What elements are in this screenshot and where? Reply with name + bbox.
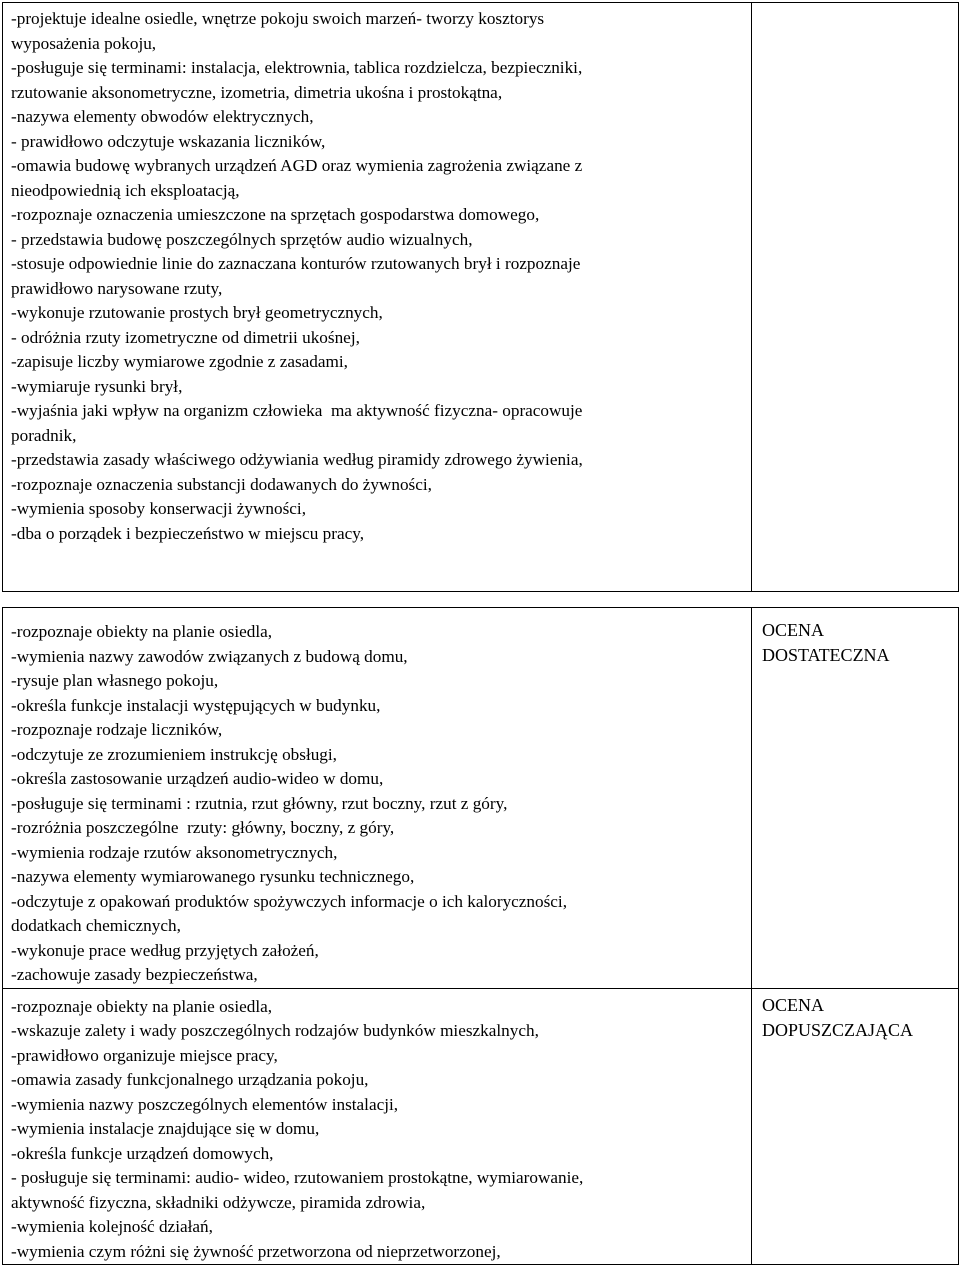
requirements-list-dostateczna — [3, 608, 751, 988]
grade-cell — [752, 608, 959, 989]
requirements-cell — [3, 988, 752, 1265]
grade-label-line: OCENA — [762, 994, 824, 1015]
list-item: nieodpowiednią ich eksploatacją, — [11, 180, 240, 200]
list-item: -zapisuje liczby wymiarowe zgodnie z zasadami, — [11, 352, 348, 371]
list-item: -rozpoznaje obiekty na planie osiedla, — [11, 622, 273, 641]
list-item: -wymienia sposoby konserwacji żywności, — [11, 499, 306, 518]
grade-label-dostateczna — [752, 608, 958, 668]
list-item: wyposażenia pokoju, — [11, 33, 157, 53]
list-item: -rozpoznaje oznaczenia umieszczone na sprzętach gospodarstwa domowego, — [11, 205, 540, 224]
list-item: -posługuje się terminami : rzutnia, rzut główny, rzut boczny, rzut z góry, — [11, 793, 508, 813]
grade-label-dopuszczajaca — [752, 989, 958, 1043]
list-item: -rozpoznaje obiekty na planie osiedla, — [11, 996, 273, 1016]
list-item: prawidłowo narysowane rzuty, — [11, 278, 223, 298]
list-item: -wykonuje rzutowanie prostych brył geometrycznych, — [11, 303, 383, 322]
list-item: -określa funkcje urządzeń domowych, — [11, 1143, 274, 1163]
list-item: -określa funkcje instalacji występujących w budynku, — [11, 695, 381, 715]
table-row — [3, 608, 959, 989]
list-item: -wskazuje zalety i wady poszczególnych rodzajów budynków mieszkalnych, — [11, 1021, 539, 1040]
list-item: -wymienia rodzaje rzutów aksonometrycznych, — [11, 842, 338, 862]
list-item: -wymienia instalacje znajdujące się w domu, — [11, 1119, 320, 1138]
list-item: -wymiaruje rysunki brył, — [11, 376, 183, 396]
table-row — [3, 3, 959, 592]
requirements-list-dopuszczajaca — [3, 989, 751, 1265]
list-item: -posługuje się terminami: instalacja, elektrownia, tablica rozdzielcza, bezpieczniki, — [11, 58, 583, 77]
requirements-table-bottom — [2, 607, 959, 1265]
list-item: -nazywa elementy wymiarowanego rysunku technicznego, — [11, 867, 415, 886]
grade-cell — [752, 988, 959, 1265]
list-item: - posługuje się terminami: audio- wideo, rzutowaniem prostokątne, wymiarowanie, — [11, 1168, 584, 1187]
list-item: -rozróżnia poszczególne rzuty: główny, boczny, z góry, — [11, 818, 395, 837]
grade-label-name: DOSTATECZNA — [762, 645, 890, 665]
list-item: -zachowuje zasady bezpieczeństwa, — [11, 965, 258, 984]
list-item: -nazywa elementy obwodów elektrycznych, — [11, 107, 314, 126]
list-item: -określa zastosowanie urządzeń audio-wideo w domu, — [11, 769, 384, 788]
table-row — [3, 988, 959, 1265]
list-item: - prawidłowo odczytuje wskazania liczników, — [11, 131, 326, 151]
list-item: -przedstawia zasady właściwego odżywiania według piramidy zdrowego żywienia, — [11, 450, 583, 469]
list-item: -odczytuje z opakowań produktów spożywczych informacje o ich kaloryczności, — [11, 891, 568, 911]
list-item: -wyjaśnia jaki wpływ na organizm człowieka ma aktywność fizyczna- opracowuje — [11, 401, 583, 420]
list-item: - przedstawia budowę poszczególnych sprzętów audio wizualnych, — [11, 229, 473, 249]
list-item: rzutowanie aksonometryczne, izometria, dimetria ukośna i prostokątna, — [11, 82, 503, 102]
grade-cell — [752, 3, 959, 592]
list-item: -projektuje idealne osiedle, wnętrze pokoju swoich marzeń- tworzy kosztorys — [11, 9, 545, 28]
list-item: -wymienia nazwy zawodów związanych z budową domu, — [11, 646, 408, 666]
list-item: -omawia budowę wybranych urządzeń AGD oraz wymienia zagrożenia związane z — [11, 156, 583, 175]
requirements-table-top — [2, 2, 959, 592]
list-item: aktywność fizyczna, składniki odżywcze, piramida zdrowia, — [11, 1192, 426, 1212]
grade-label-line: OCENA — [762, 620, 824, 640]
list-item: -wymienia nazwy poszczególnych elementów instalacji, — [11, 1094, 399, 1114]
list-item: dodatkach chemicznych, — [11, 916, 181, 935]
list-item: -wykonuje prace według przyjętych założeń, — [11, 940, 319, 960]
list-item: -omawia zasady funkcjonalnego urządzania pokoju, — [11, 1070, 369, 1089]
list-item: -odczytuje ze zrozumieniem instrukcję obsługi, — [11, 744, 337, 764]
list-item: poradnik, — [11, 425, 77, 445]
list-item: -stosuje odpowiednie linie do zaznaczana konturów rzutowanych brył i rozpoznaje — [11, 254, 581, 273]
list-item: - odróżnia rzuty izometryczne od dimetrii ukośnej, — [11, 327, 360, 347]
requirements-list — [3, 3, 751, 546]
list-item: -rozpoznaje oznaczenia substancji dodawanych do żywności, — [11, 474, 432, 494]
list-item: -rysuje plan własnego pokoju, — [11, 671, 219, 690]
list-item: -rozpoznaje rodzaje liczników, — [11, 720, 223, 739]
list-item: -dba o porządek i bezpieczeństwo w miejscu pracy, — [11, 523, 364, 543]
list-item: -wymienia czym różni się żywność przetworzona od nieprzetworzonej, — [11, 1241, 501, 1261]
grade-label-name: DOPUSZCZAJĄCA — [762, 1019, 914, 1040]
requirements-cell — [3, 608, 752, 989]
list-item: -wymienia kolejność działań, — [11, 1217, 213, 1236]
list-item: -prawidłowo organizuje miejsce pracy, — [11, 1045, 278, 1065]
requirements-cell — [3, 3, 752, 592]
